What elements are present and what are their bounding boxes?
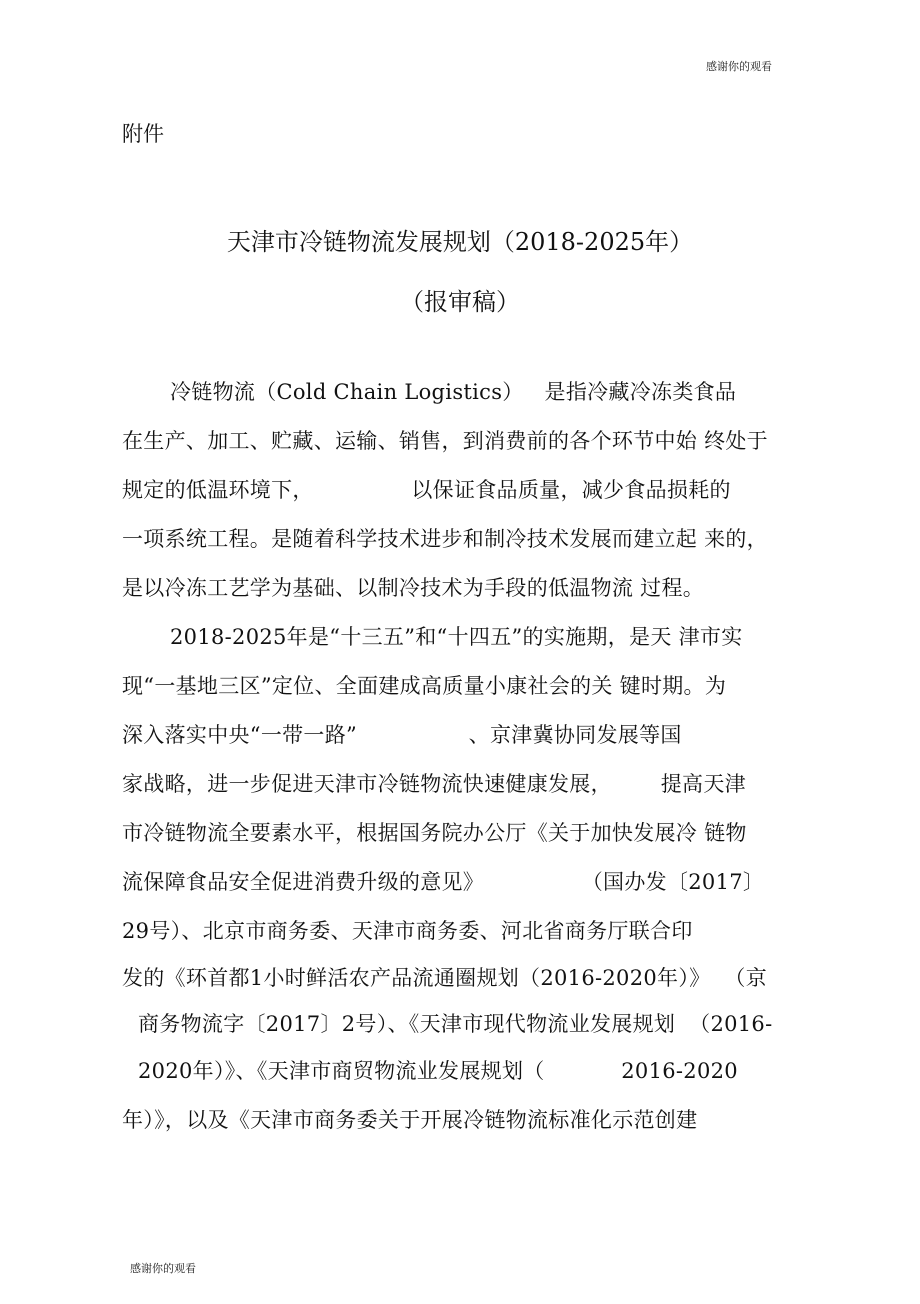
paragraph-line: 冷链物流（Cold Chain Logistics） 是指冷藏冷冻类食品 (170, 380, 737, 404)
paragraph-line: 商务物流字〔2017〕2号）、《天津市现代物流业发展规划 （2016- (138, 1012, 773, 1036)
paragraph-line: 家战略，进一步促进天津市冷链物流快速健康发展， 提高天津 (122, 772, 746, 796)
paragraph-line: 2020年）》、《天津市商贸物流业发展规划（ 2016-2020 (138, 1059, 738, 1083)
paragraph-line: 深入落实中央“一带一路” 、京津冀协同发展等国 (122, 723, 682, 747)
attachment-label: 附件 (122, 122, 164, 146)
paragraph-line: 现“一基地三区”定位、全面建成高质量小康社会的关 键时期。为 (122, 674, 727, 698)
paragraph-line: 一项系统工程。是随着科学技术进步和制冷技术发展而建立起 来的， (122, 527, 768, 551)
document-title: 天津市冷链物流发展规划（2018-2025年） (226, 228, 694, 256)
paragraph-line: 发的《环首都1小时鲜活农产品流通圈规划（2016-2020年）》 （京 (122, 966, 767, 990)
document-subtitle: （报审稿） (400, 288, 520, 316)
paragraph-line: 市冷链物流全要素水平，根据国务院办公厅《关于加快发展冷 链物 (122, 821, 747, 845)
paragraph-line: 29号）、北京市商务委、天津市商务委、河北省商务厅联合印 (122, 919, 693, 943)
paragraph-line: 流保障食品安全促进消费升级的意见》 （国办发〔2017〕 (122, 870, 765, 894)
footer-note: 感谢你的观看 (130, 1262, 196, 1275)
paragraph-line: 是以冷冻工艺学为基础、以制冷技术为手段的低温物流 过程。 (122, 576, 705, 600)
paragraph-line: 在生产、加工、贮藏、运输、销售，到消费前的各个环节中始 终处于 (122, 429, 768, 453)
paragraph-line: 2018-2025年是“十三五”和“十四五”的实施期，是天 津市实 (170, 625, 743, 649)
paragraph-line: 规定的低温环境下， 以保证食品质量，减少食品损耗的 (122, 478, 731, 502)
paragraph-line: 年）》，以及《天津市商务委关于开展冷链物流标准化示范创建 (122, 1108, 698, 1132)
header-note: 感谢你的观看 (706, 60, 772, 73)
